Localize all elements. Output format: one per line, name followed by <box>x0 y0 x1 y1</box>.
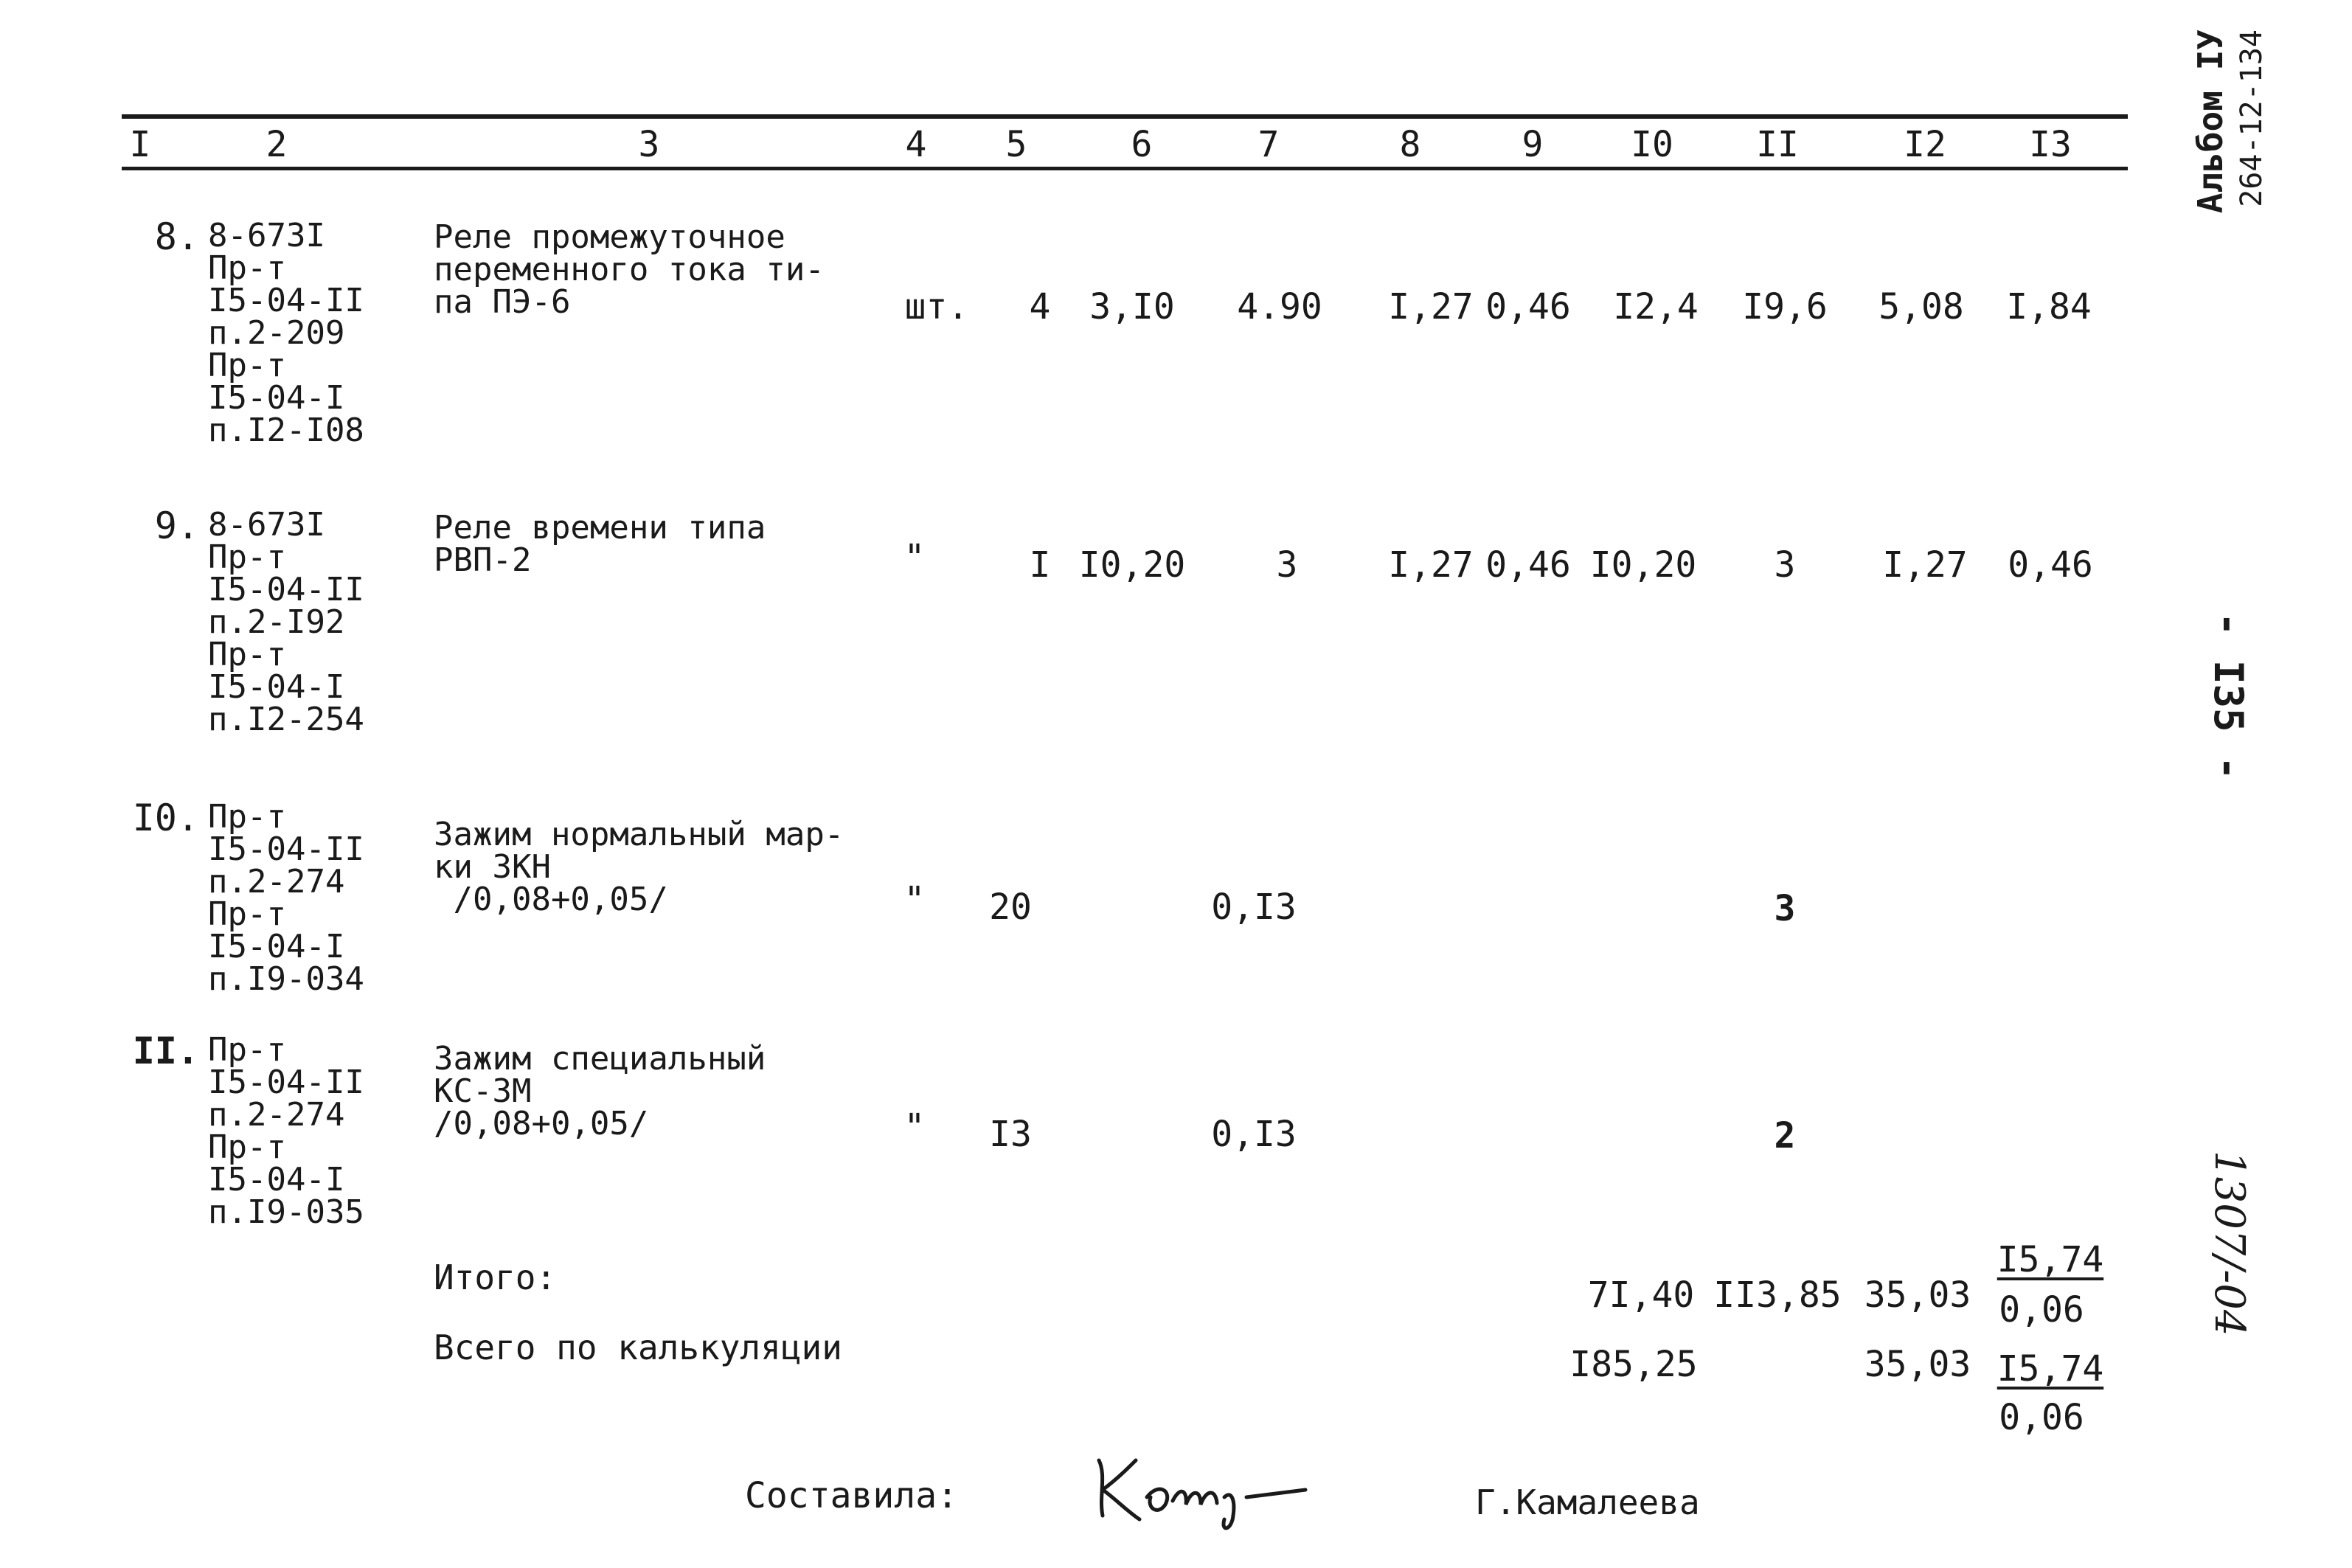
itogo-c13-bottom: 0,06 <box>1999 1289 2084 1331</box>
ref-line: I5-04-II <box>208 830 364 868</box>
cell-c7: 3 <box>1276 544 1298 586</box>
row-description <box>434 218 825 321</box>
row-number: II. <box>132 1030 199 1072</box>
desc-line: /0,08+0,05/ <box>434 1105 649 1142</box>
ref-line: Пр-т <box>208 1128 286 1166</box>
cell-unit: шт. <box>904 286 969 327</box>
row-description <box>434 816 844 918</box>
row-refs <box>208 1031 364 1231</box>
ref-line: I5-04-II <box>208 1064 364 1101</box>
row-refs <box>208 506 364 738</box>
ref-line: п.2-274 <box>208 1096 345 1134</box>
ref-line: Пр-т <box>208 636 286 673</box>
cell-c5: I <box>1029 544 1051 586</box>
cell-c11: 3 <box>1774 544 1796 586</box>
desc-line: па ПЭ-6 <box>434 283 571 321</box>
ref-line: I5-04-I <box>208 668 345 706</box>
header-top-rule <box>122 114 2128 119</box>
row-description <box>434 509 766 579</box>
header-col-11: II <box>1756 124 1799 165</box>
header-bottom-rule <box>122 167 2128 170</box>
desc-line: Реле промежуточное <box>434 218 785 256</box>
cell-unit: " <box>903 1106 926 1148</box>
desc-line: Зажим специальный <box>434 1040 766 1078</box>
ref-line: Пр-т <box>208 895 286 933</box>
cell-c12: I,27 <box>1882 544 1968 586</box>
cell-c11: 3 <box>1774 888 1796 929</box>
author-name: Г.Камалеева <box>1475 1482 1700 1522</box>
ref-line: Пр-т <box>208 347 286 384</box>
header-col-7: 7 <box>1257 124 1280 165</box>
cell-c11: I9,6 <box>1742 286 1828 327</box>
ref-line: п.I2-254 <box>208 701 364 738</box>
ref-line: п.I2-I08 <box>208 412 364 449</box>
cell-c7: 0,I3 <box>1211 1114 1297 1155</box>
vsego-c12: 35,03 <box>1864 1344 1971 1385</box>
desc-line: РВП-2 <box>434 541 532 579</box>
page-number: - I35 - <box>2205 612 2252 780</box>
desc-line: переменного тока ти- <box>434 251 825 288</box>
cell-c8: I,27 <box>1388 286 1474 327</box>
album-title: Альбом IУ <box>2190 30 2230 214</box>
handwritten-signature <box>1077 1446 1372 1541</box>
cell-c11: 2 <box>1774 1115 1796 1156</box>
itogo-c13-top: I5,74 <box>1997 1239 2104 1280</box>
cell-c10: I2,4 <box>1613 286 1699 327</box>
itogo-c10: 7I,40 <box>1587 1274 1695 1316</box>
cell-c9: 0,46 <box>1485 544 1571 586</box>
header-col-3: 3 <box>638 124 660 165</box>
cell-unit: " <box>903 537 926 578</box>
desc-line: ки ЗКН <box>434 848 551 886</box>
header-col-8: 8 <box>1399 124 1421 165</box>
header-col-12: I2 <box>1904 124 1946 165</box>
header-col-9: 9 <box>1522 124 1544 165</box>
vsego-c10: I85,25 <box>1569 1344 1698 1385</box>
ref-line: Пр-т <box>208 538 286 576</box>
itogo-c11: II3,85 <box>1713 1274 1842 1316</box>
ref-line: Пр-т <box>208 1031 286 1069</box>
header-col-6: 6 <box>1131 124 1153 165</box>
itogo-label: Итого: <box>434 1257 557 1297</box>
cell-c13: 0,46 <box>2008 544 2093 586</box>
ref-line: I5-04-I <box>208 1161 345 1198</box>
ref-line: 8-673I <box>208 506 325 544</box>
ref-line: I5-04-II <box>208 282 364 319</box>
vsego-c13-top: I5,74 <box>1997 1348 2104 1390</box>
ref-line: I5-04-I <box>208 928 345 965</box>
ref-line: 8-673I <box>208 217 325 254</box>
header-col-10: I0 <box>1631 124 1673 165</box>
header-col-5: 5 <box>1005 124 1027 165</box>
cell-unit: " <box>903 879 926 920</box>
header-col-2: 2 <box>266 124 288 165</box>
handwritten-code: 1307/-04 <box>2205 1151 2253 1336</box>
cell-c5: 20 <box>989 887 1032 928</box>
album-code: 264-12-134 <box>2235 30 2269 207</box>
ref-line: Пр-т <box>208 798 286 836</box>
itogo-c12: 35,03 <box>1864 1274 1971 1316</box>
row-number: 9. <box>154 504 199 547</box>
cell-c5: 4 <box>1029 286 1051 327</box>
desc-line: Зажим нормальный мар- <box>434 816 844 853</box>
cell-c13: I,84 <box>2006 286 2092 327</box>
desc-line: /0,08+0,05/ <box>434 881 668 918</box>
vsego-label: Всего по калькуляции <box>434 1328 842 1367</box>
desc-line: КС-3М <box>434 1072 532 1110</box>
header-col-4: 4 <box>905 124 927 165</box>
ref-line: п.2-209 <box>208 314 345 352</box>
cell-c6: I0,20 <box>1078 544 1186 586</box>
ref-line: Пр-т <box>208 249 286 287</box>
ref-line: п.I9-035 <box>208 1193 364 1231</box>
cell-c8: I,27 <box>1388 544 1474 586</box>
ref-line: I5-04-II <box>208 571 364 608</box>
row-description <box>434 1040 766 1142</box>
cell-c5: I3 <box>989 1114 1032 1155</box>
row-refs <box>208 217 364 449</box>
row-number: 8. <box>154 215 199 258</box>
cell-c7: 0,I3 <box>1211 887 1297 928</box>
ref-line: п.2-I92 <box>208 603 345 641</box>
header-col-1: I <box>129 124 151 165</box>
cell-c7: 4.90 <box>1237 286 1322 327</box>
vsego-c13-bottom: 0,06 <box>1999 1397 2084 1438</box>
desc-line: Реле времени типа <box>434 509 766 547</box>
ref-line: I5-04-I <box>208 379 345 417</box>
cell-c9: 0,46 <box>1485 286 1571 327</box>
cell-c6: 3,I0 <box>1089 286 1175 327</box>
ref-line: п.2-274 <box>208 863 345 901</box>
ref-line: п.I9-034 <box>208 960 364 998</box>
cell-c12: 5,08 <box>1879 286 1964 327</box>
cell-c10: I0,20 <box>1589 544 1697 586</box>
header-col-13: I3 <box>2029 124 2072 165</box>
row-number: I0. <box>132 797 199 839</box>
row-refs <box>208 798 364 998</box>
composed-label: Составила: <box>745 1475 958 1516</box>
